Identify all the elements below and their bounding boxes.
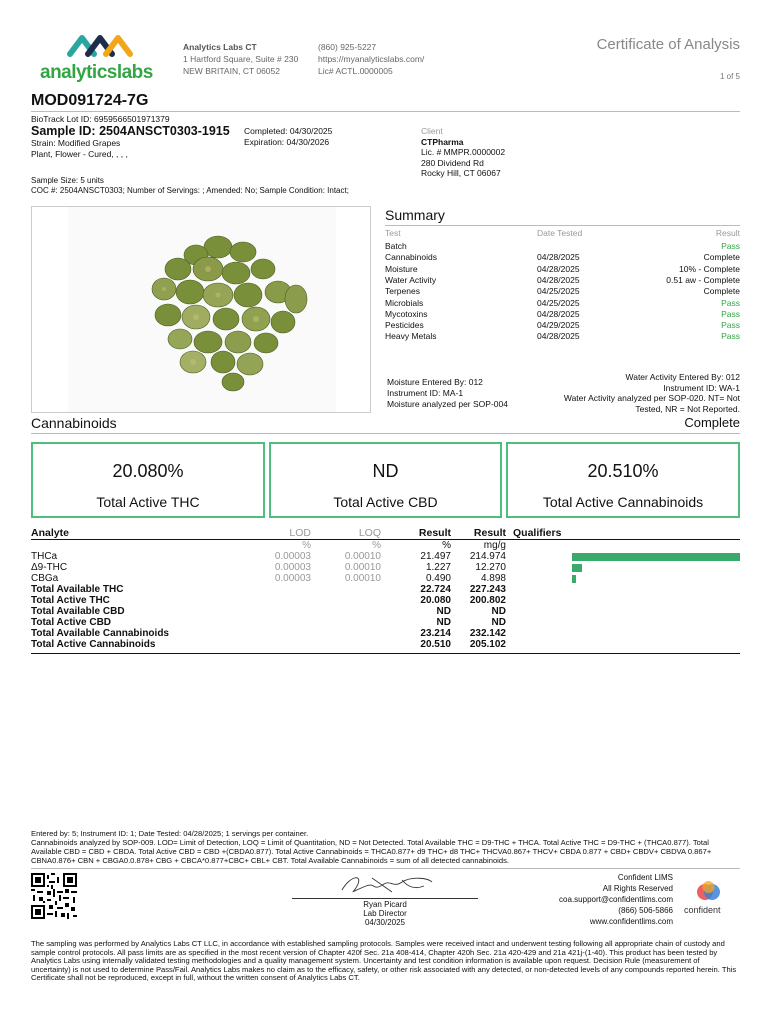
lims-website[interactable]: www.confidentlims.com	[589, 917, 673, 926]
wa-instrument: Instrument ID: WA-1	[663, 382, 740, 393]
summary-result: 10% - Complete	[679, 263, 740, 274]
summary-result: Pass	[721, 308, 740, 319]
table-bottom-rule	[31, 653, 740, 654]
sample-photo	[68, 207, 336, 412]
total-name: Total Active THC	[31, 595, 110, 606]
total-value: 20.510%	[587, 461, 659, 481]
lims-rights: All Rights Reserved	[602, 884, 673, 893]
summary-result: Pass	[721, 241, 740, 251]
summary-col-result: Result	[715, 228, 740, 238]
analyte-name: Δ9-THC	[31, 562, 68, 573]
document-title: Certificate of Analysis	[596, 36, 740, 53]
table-header-row	[31, 527, 740, 540]
summary-date: 04/29/2025	[537, 320, 580, 331]
lims-name: Confident LIMS	[617, 873, 673, 882]
sample-id: Sample ID: 2504ANSCT0303-1915	[31, 124, 230, 138]
analyte-loq: 0.00010	[344, 551, 381, 562]
col-result-pct: Result	[418, 527, 451, 539]
qualifier-bar	[572, 564, 582, 572]
cannabinoids-table	[31, 527, 740, 650]
summary-col-date: Date Tested	[537, 228, 583, 238]
total-name: Total Available CBD	[31, 606, 125, 617]
total-value: 20.080%	[112, 461, 184, 481]
col-loq: LOQ	[358, 527, 381, 539]
expiration-date: Expiration: 04/30/2026	[244, 137, 330, 147]
summary-row	[385, 264, 740, 275]
qualifier-bar	[572, 575, 576, 583]
analyte-loq: 0.00010	[344, 562, 381, 573]
summary-result: Pass	[721, 320, 740, 331]
unit-pct: %	[442, 540, 451, 551]
analytics-labs-logo	[38, 30, 168, 90]
client-address1: 280 Dividend Rd	[421, 157, 484, 168]
client-license: Lic. # MMPR.0000002	[421, 147, 506, 157]
summary-date: 04/28/2025	[537, 308, 580, 319]
col-result-mg: Result	[473, 527, 506, 539]
total-active-thc-box	[31, 442, 265, 518]
signer-block	[292, 900, 478, 927]
sample-photo-frame	[31, 206, 371, 413]
total-row	[31, 595, 740, 606]
total-pct: ND	[436, 617, 451, 628]
summary-result: Complete	[703, 252, 740, 263]
moisture-instrument: Instrument ID: MA-1	[387, 388, 464, 398]
totals-rows	[31, 584, 740, 650]
sign-date: 04/30/2025	[364, 918, 406, 927]
total-row	[31, 584, 740, 595]
summary-date: 04/28/2025	[537, 274, 580, 285]
signature-line	[292, 898, 478, 899]
total-label: Total Active THC	[96, 494, 200, 510]
summary-row	[385, 320, 740, 331]
summary-result: 0.51 aw - Complete	[666, 274, 740, 285]
analyte-mg: 4.898	[480, 573, 506, 584]
total-name: Total Active Cannabinoids	[31, 639, 156, 650]
summary-row	[385, 309, 740, 320]
lims-info	[513, 872, 673, 927]
total-pct: 20.080	[420, 595, 451, 606]
sample-size: Sample Size: 5 units	[31, 176, 104, 185]
summary-test: Moisture	[385, 263, 418, 274]
moisture-sop: Moisture analyzed per SOP-004	[387, 399, 508, 409]
logo-wordmark: analyticslabs	[40, 62, 153, 83]
col-qualifiers: Qualifiers	[513, 527, 562, 539]
lab-license: Lic# ACTL.0000005	[318, 66, 393, 76]
wa-sop: Water Activity analyzed per SOP-020. NT= Not	[563, 393, 740, 403]
total-name: Total Active CBD	[31, 617, 112, 628]
analyte-name: CBGa	[31, 573, 59, 584]
total-mg: 227.243	[469, 584, 506, 595]
client-address2: Rocky Hill, CT 06067	[421, 168, 501, 178]
analyte-lod: 0.00003	[274, 573, 311, 584]
summary-test: Water Activity	[385, 274, 437, 285]
total-mg: 200.802	[469, 595, 506, 606]
qr-code-icon[interactable]	[31, 873, 77, 919]
completed-date: Completed: 04/30/2025	[244, 126, 333, 136]
summary-test: Pesticides	[385, 320, 424, 331]
summary-row	[385, 252, 740, 263]
signer-title: Lab Director	[363, 909, 407, 918]
client-label: Client	[421, 126, 443, 136]
cannabis-flower-image	[68, 207, 336, 412]
table-row	[31, 573, 740, 584]
summary-test: Terpenes	[385, 286, 420, 297]
qualifier-bar	[572, 553, 740, 561]
total-row	[31, 606, 740, 617]
total-active-cbd-box	[269, 442, 502, 518]
analyte-lod: 0.00003	[274, 551, 311, 562]
col-analyte: Analyte	[31, 527, 69, 539]
summary-test: Cannabinoids	[385, 252, 437, 263]
analysis-notes	[31, 829, 740, 865]
total-mg: 205.102	[469, 639, 506, 650]
lims-phone: (866) 506-5866	[618, 906, 673, 915]
analyte-mg: 214.974	[469, 551, 506, 562]
client-block	[421, 126, 505, 179]
col-lod: LOD	[289, 527, 311, 539]
summary-row	[385, 331, 740, 342]
divider	[31, 868, 740, 869]
summary-date: 04/25/2025	[537, 286, 580, 297]
moisture-note	[387, 377, 508, 410]
biotrack-lot-id: BioTrack Lot ID: 6959566501971379	[31, 114, 170, 124]
total-pct: 23.214	[420, 628, 451, 639]
coc-info: COC #: 2504ANSCT0303; Number of Servings: ; Amended: No; Sample Condition: Intact;	[31, 185, 349, 195]
total-pct: 22.724	[420, 584, 451, 595]
wa-legend: Tested, NR = Not Reported.	[635, 403, 740, 414]
strain-block	[31, 138, 128, 159]
lab-contact	[318, 41, 468, 77]
client-name: CTPharma	[421, 136, 464, 147]
summary-test: Mycotoxins	[385, 308, 428, 319]
wa-entered-by: Water Activity Entered By: 012	[625, 372, 740, 382]
sample-info	[31, 176, 349, 195]
total-label: Total Active CBD	[333, 494, 438, 510]
summary-row	[385, 275, 740, 286]
analyte-pct: 0.490	[425, 573, 451, 584]
page-number: 1 of 5	[719, 72, 740, 81]
summary-date: 04/28/2025	[537, 331, 580, 342]
total-active-cannabinoids-box	[506, 442, 740, 518]
divider	[385, 225, 740, 226]
matrix: Plant, Flower - Cured, , , ,	[31, 148, 128, 159]
unit-lod: %	[302, 540, 311, 551]
lab-address-line2: NEW BRITAIN, CT 06052	[183, 66, 280, 76]
dates-block	[244, 126, 332, 148]
summary-date: 04/28/2025	[537, 263, 580, 274]
unit-mg: mg/g	[483, 540, 506, 551]
summary-title: Summary	[385, 207, 445, 223]
summary-row	[385, 286, 740, 297]
summary-row	[385, 298, 740, 309]
table-row	[31, 562, 740, 573]
units-row	[31, 540, 740, 551]
cannabinoids-status: Complete	[684, 415, 740, 430]
total-row	[31, 617, 740, 628]
analyte-pct: 1.227	[425, 562, 451, 573]
summary-header-row	[385, 228, 740, 239]
lims-email[interactable]: coa.support@confidentlims.com	[559, 895, 673, 904]
total-pct: ND	[436, 606, 451, 617]
total-mg: 232.142	[469, 628, 506, 639]
summary-date: 04/25/2025	[537, 297, 580, 308]
total-value: ND	[372, 461, 399, 481]
divider	[31, 111, 740, 112]
analyte-name: THCa	[31, 551, 58, 562]
confident-wordmark: confident	[684, 905, 721, 915]
analyte-rows	[31, 551, 740, 584]
lab-website[interactable]: https://myanalyticslabs.com/	[318, 54, 425, 64]
analyte-lod: 0.00003	[274, 562, 311, 573]
divider	[31, 433, 740, 434]
analyte-mg: 12.270	[475, 562, 506, 573]
signature-image	[332, 872, 442, 898]
lab-info	[183, 41, 313, 77]
total-row	[31, 639, 740, 650]
signer-name: Ryan Picard	[363, 900, 407, 909]
table-row	[31, 551, 740, 562]
summary-date: 04/28/2025	[537, 252, 580, 263]
moisture-entered-by: Moisture Entered By: 012	[387, 377, 483, 387]
summary-result: Pass	[721, 331, 740, 342]
summary-test: Batch	[385, 241, 407, 251]
disclaimer: The sampling was performed by Analytics Labs CT LLC, in accordance with established sampling protocols. Samples were received intact and underwent testing following all appropriate chain of custody and sample control protocols. All pass limits are as specified in the most recent version of Chapter 420f Sec. 21a 408-414, Chapter 420h Sec. 21a 420-429 and 21a 421j-(1-40). This product has been tested by Analytics Labs using internally validated testing methodologies and a quality management system. Uncertainty and test condition information is available upon request. Decision Rule (measurement of uncertainty) is not used to determine Pass/Fail. Analytics Labs makes no claim as to the efficacy, safety, or other risk associated with any detected, or non-detected levels of any compounds reported herein. This Certificate shall not be reproduced, except in full, without the written consent of Analytics Labs CT.	[31, 939, 737, 983]
summary-test: Microbials	[385, 297, 424, 308]
total-mg: ND	[491, 606, 506, 617]
summary-test: Heavy Metals	[385, 331, 437, 342]
product-id: MOD091724-7G	[31, 92, 149, 109]
cannabinoids-title: Cannabinoids	[31, 415, 117, 431]
lab-name: Analytics Labs CT	[183, 42, 257, 52]
summary-col-test: Test	[385, 228, 401, 238]
lab-phone: (860) 925-5227	[318, 42, 377, 52]
lab-address-line1: 1 Hartford Square, Suite # 230	[183, 54, 299, 64]
summary-row	[385, 241, 740, 252]
total-name: Total Available Cannabinoids	[31, 628, 169, 639]
total-label: Total Active Cannabinoids	[542, 494, 704, 510]
analyte-loq: 0.00010	[344, 573, 381, 584]
summary-result: Complete	[703, 286, 740, 297]
total-name: Total Available THC	[31, 584, 124, 595]
notes-line1: Entered by: 5; Instrument ID: 1; Date Tested: 04/28/2025; 1 servings per container.	[31, 829, 309, 838]
analyte-pct: 21.497	[420, 551, 451, 562]
notes-line2: Cannabinoids analyzed by SOP-009. LOD= Limit of Detection, LOQ = Limit of Quantitation, ND = Not Detected. Total Available THC = D9-THC + THCA. Total Active THC = D9-THC + (THCA0.877). Total Available CBD = CBD + CBDA. Total Active CBD = CBD +(CBDA0.877). Total Active Cannabinoids = THCA0.877+ d9 THC+ d8 THC+ THCVA0.867+ THCV+ CBDA 0.877 + CBD+ CBDV+ CBDVA 0.867+ CBNA0.876+ CBN + CBGA0.0.878+ CBG + CBCA*0.877+CBC+ CBL+ CBT. Total Available Cannabinoids = sum of all detected cannabinoids.	[31, 838, 712, 865]
water-activity-note	[520, 372, 740, 414]
unit-loq: %	[372, 540, 381, 551]
total-mg: ND	[491, 617, 506, 628]
total-pct: 20.510	[420, 639, 451, 650]
strain: Strain: Modified Grapes	[31, 138, 121, 148]
total-row	[31, 628, 740, 639]
summary-result: Pass	[721, 297, 740, 308]
